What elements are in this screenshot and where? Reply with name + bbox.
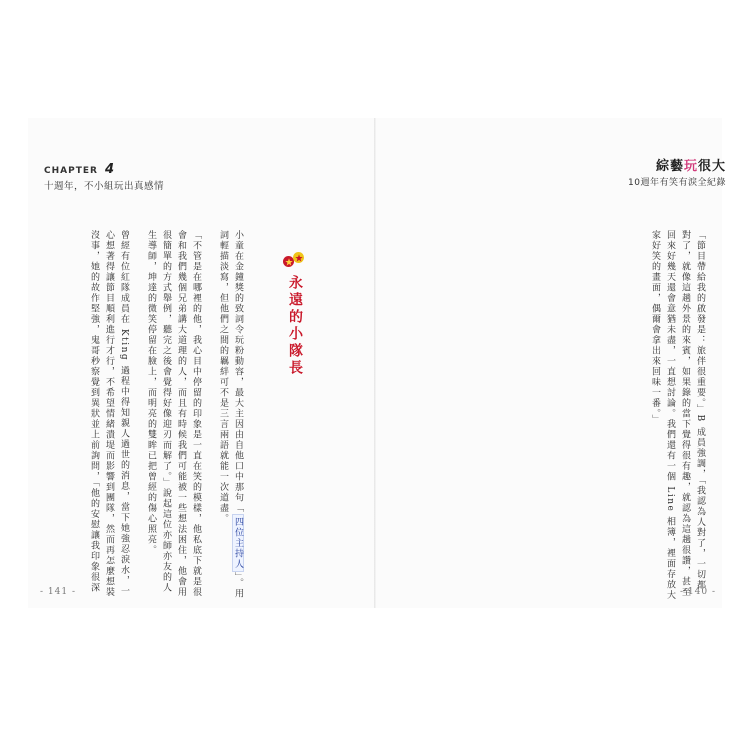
brand-title-part-3: 很大 [697,159,726,174]
chapter-label: CHAPTER [44,166,98,176]
brand-title [628,155,726,174]
page-number-right: - 140 - [680,587,716,597]
chapter-subtitle: 十週年，不小組玩出真感情 [44,181,165,192]
body-column-3: 「不管是在哪裡的他，我心目中停留的印象是一直在笑的模樣，他私底下就是很 [191,230,201,598]
page-number-left: - 141 - [40,587,76,597]
column-1-text: 小童在金鐘獎的致詞令玩粉動容，最大主因由自他口中那句「 [233,230,243,514]
right-column-1: 「節目帶給我的啟發是：旅伴很重要。」B 成員強調，「我認為人對了，一切都 [695,230,705,591]
chapter-number: 4 [105,162,115,177]
body-column-9: 心想著得讓節目順利進行才行，不希望情緒潰堤而影響到團隊，然而再怎麼想裝 [104,230,114,598]
body-column-4: 會和我們幾個兄弟講大道理的人，而且有時候我們可能被一些想法困住，他會用 [176,230,186,598]
right-column-3: 回來好幾天還會意猶未盡，一直想討論。我們還有一個 Line 相簿，裡面存放大 [665,230,675,601]
brand-subtitle: 10週年有笑有淚全紀錄 [628,178,726,188]
body-column-10: 沒事，她的故作堅強，鬼哥秒察覺到異狀並上前詢問，「他的安慰讓我印象很深 [89,230,99,593]
body-column-8: 曾經有位紅隊成員在 Kting 過程中得知親人過世的消息，當下她強忍淚水，一 [119,230,129,597]
body-column-1 [232,230,244,599]
body-column-5: 很簡單的方式舉例，聽完之後會覺得好像迎刃而解了。」說起這位亦師亦友的人 [161,230,171,593]
right-column-2: 對了，就像這趟外景的來賓，如果錄的當下覺得很有趣，就認為這趟很讚，甚至 [680,230,690,598]
book-brand-header [628,155,726,188]
body-column-6: 生導師，坤達的微笑停留在臉上，而明亮的雙眸已把曾經的傷心照亮。 [146,230,156,556]
chapter-header [44,158,164,192]
brand-title-part-2: 玩 [683,159,698,174]
highlight-phrase: 四位主持人 [232,514,244,573]
right-column-4: 家好笑的畫面，偶爾會拿出來回味一番。」 [650,230,660,425]
section-title: 永遠的小隊長 [287,275,303,377]
book-gutter [374,118,376,608]
star-badge-icon [293,252,304,263]
body-column-2: 詞輕描淡寫，但他們之間的羈絆可不是三言兩語就能一次道盡。 [218,230,228,524]
column-1-tail: 」。用 [233,572,243,599]
brand-title-part-1: 綜藝 [655,159,684,174]
